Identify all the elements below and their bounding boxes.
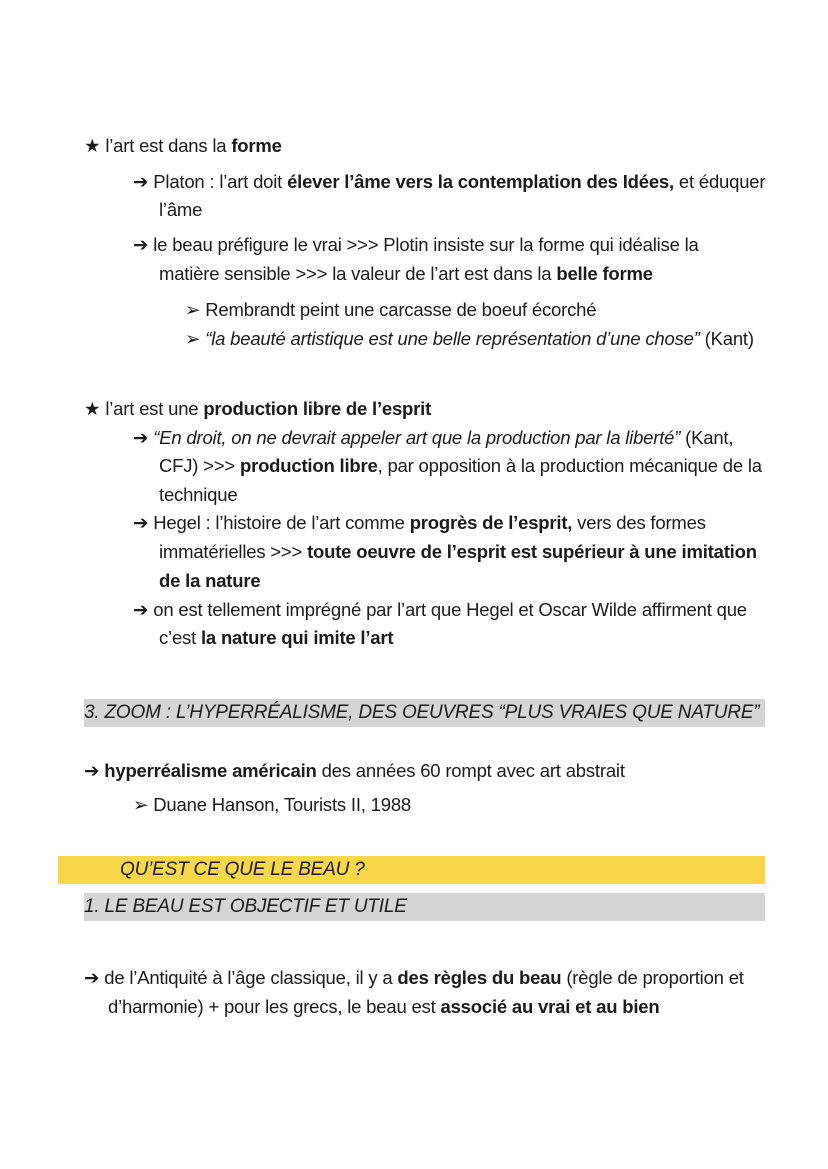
star-icon: ★ <box>84 135 101 156</box>
beau-item-line-1: ➔ de l’Antiquité à l’âge classique, il y a des règles du beau (règle de proportion et <box>84 964 744 992</box>
arrowhead-bullet-icon: ➢ <box>185 299 201 320</box>
forme-item-2-line-1: ➔ le beau préfigure le vrai >>> Plotin insiste sur la forme qui idéalise la <box>133 231 699 259</box>
zoom-item: ➔ hyperréalisme américain des années 60 rompt avec art abstrait <box>84 757 625 785</box>
arrow-icon: ➔ <box>84 967 100 988</box>
beau-item-line-2: d’harmonie) + pour les grecs, le beau est associé au vrai et au bien <box>108 996 660 1017</box>
star-icon: ★ <box>84 398 101 419</box>
forme-example-1: ➢ Rembrandt peint une carcasse de boeuf écorché <box>185 296 596 324</box>
esprit-item-1-line-1: ➔ “En droit, on ne devrait appeler art que la production par la liberté” (Kant, <box>133 424 733 452</box>
arrow-icon: ➔ <box>133 171 149 192</box>
section-heading-zoom: 3. ZOOM : L’HYPERRÉALISME, DES OEUVRES “PLUS VRAIES QUE NATURE” <box>84 699 765 727</box>
esprit-item-1-line-2: CFJ) >>> production libre, par opposition à la production mécanique de la <box>159 455 762 476</box>
arrowhead-bullet-icon: ➢ <box>185 328 201 349</box>
section-heading-beau: 1. LE BEAU EST OBJECTIF ET UTILE <box>84 893 765 921</box>
bullet-forme: ★ l’art est dans la forme <box>84 132 282 160</box>
esprit-item-3-line-2: c’est la nature qui imite l’art <box>159 627 394 648</box>
esprit-item-2-line-1: ➔ Hegel : l’histoire de l’art comme progrès de l’esprit, vers des formes <box>133 509 706 537</box>
page-title: QU’EST CE QUE LE BEAU ? <box>58 856 765 884</box>
bullet-esprit: ★ l’art est une production libre de l’esprit <box>84 395 431 423</box>
arrow-icon: ➔ <box>133 427 149 448</box>
esprit-item-2-line-2: immatérielles >>> toute oeuvre de l’esprit est supérieur à une imitation <box>159 541 757 562</box>
forme-example-2: ➢ “la beauté artistique est une belle représentation d’une chose” (Kant) <box>185 325 754 353</box>
arrow-icon: ➔ <box>133 234 149 255</box>
forme-item-1-line-1: ➔ Platon : l’art doit élever l’âme vers la contemplation des Idées, et éduquer <box>133 168 765 196</box>
zoom-example: ➢ Duane Hanson, Tourists II, 1988 <box>133 791 411 819</box>
arrowhead-bullet-icon: ➢ <box>133 794 149 815</box>
arrow-icon: ➔ <box>133 599 149 620</box>
forme-item-2-line-2: matière sensible >>> la valeur de l’art est dans la belle forme <box>159 263 653 284</box>
arrow-icon: ➔ <box>133 512 149 533</box>
arrow-icon: ➔ <box>84 760 100 781</box>
esprit-item-3-line-1: ➔ on est tellement imprégné par l’art que Hegel et Oscar Wilde affirment que <box>133 596 747 624</box>
esprit-item-1-line-3: technique <box>159 484 238 505</box>
esprit-item-2-line-3: de la nature <box>159 570 261 591</box>
forme-item-1-line-2: l’âme <box>159 199 203 220</box>
